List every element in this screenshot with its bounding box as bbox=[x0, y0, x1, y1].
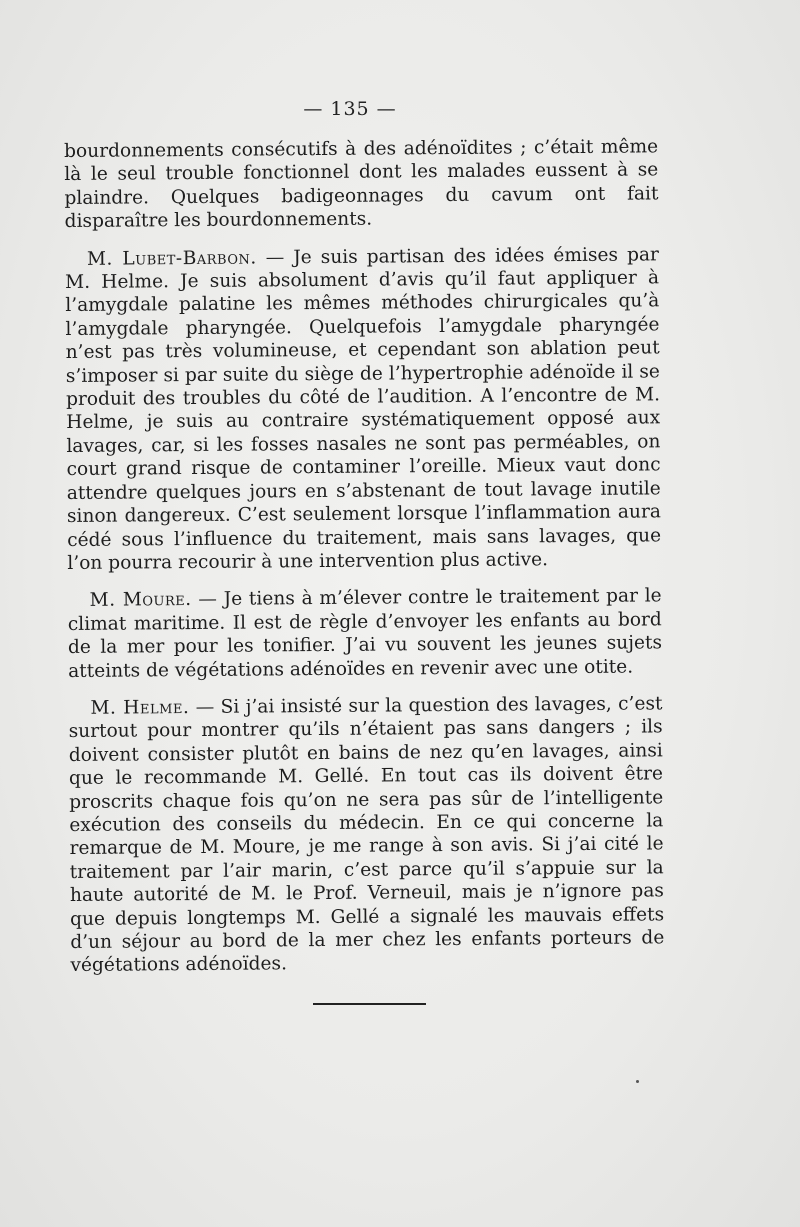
paragraph-text: — Je suis partisan des idées émises par M. Helme. Je suis absolument d’avis qu’il faut appliquer à l’amygdale palatine les mêmes méthodes chirurgicales qu’à l’amygdale pharyngée. Quelquefois l’amygdale pharyngée n’est pas très volumineuse, et cependant son ablation peut s’imposer si par suite du siège de l’hypertrophie adénoïde il se produit des troubles du côté de l’audition. A l’encontre de M. Helme, je suis au contraire systématiquement opposé aux lavages, car, si les fosses nasales ne sont pas perméables, on court grand risque de contaminer l’oreille. Mieux vaut donc attendre quelques jours en s’abstenant de tout lavage inutile sinon dangereux. C’est seulement lorsque l’inflammation aura cédé sous l’influence du traitement, mais sans lavages, que l’on pourra recourir à une intervention plus active. bbox=[65, 243, 662, 574]
paragraph-helme bbox=[68, 692, 664, 978]
speaker-name: M. Moure. bbox=[89, 589, 192, 612]
speaker-name: M. Helme. bbox=[90, 696, 190, 719]
paragraph-continuation bbox=[64, 135, 659, 233]
paragraph-text: — Je tiens à m’élever contre le traitement par le climat maritime. Il est de règle d’envoyer les enfants au bord de la mer pour les tonifier. J’ai vu souvent les jeunes sujets atteints de végétations adénoïdes en revenir avec une otite. bbox=[67, 585, 663, 682]
page-number: — 135 — bbox=[303, 98, 397, 120]
body-text bbox=[64, 135, 665, 991]
paragraph-moure bbox=[68, 585, 663, 683]
section-end-rule bbox=[313, 1003, 426, 1005]
paragraph-text: — Si j’ai insisté sur la question des lavages, c’est surtout pour montrer qu’ils n’étaient pas sans dangers ; ils doivent consister plutôt en bains de nez qu’en lavages, ainsi que le recommande M. Gellé. En tout cas ils doivent être proscrits chaque fois qu’on ne sera pas sûr de l’intelligente exécution des conseils du médecin. En ce qui concerne la remarque de M. Moure, je me range à son avis. Si j’ai cité le traitement par l’air marin, c’est parce qu’il s’appuie sur la haute autorité de M. le Prof. Verneuil, mais je n’ignore pas que depuis longtemps M. Gellé a signalé les mauvais effets d’un séjour au bord de la mer chez les enfants porteurs de végétations adénoïdes. bbox=[68, 693, 665, 977]
paper-speck bbox=[636, 1080, 639, 1083]
speaker-name: M. Lubet-Barbon. bbox=[86, 247, 257, 270]
paragraph-text: bourdonnements consécutifs à des adénoïdites ; c’était même là le seul trouble fonctionnel dont les malades eussent à se plaindre. Quelques badigeonnages du cavum ont fait disparaître les bourdonnements. bbox=[64, 136, 659, 233]
paragraph-lubet-barbon bbox=[65, 243, 662, 575]
